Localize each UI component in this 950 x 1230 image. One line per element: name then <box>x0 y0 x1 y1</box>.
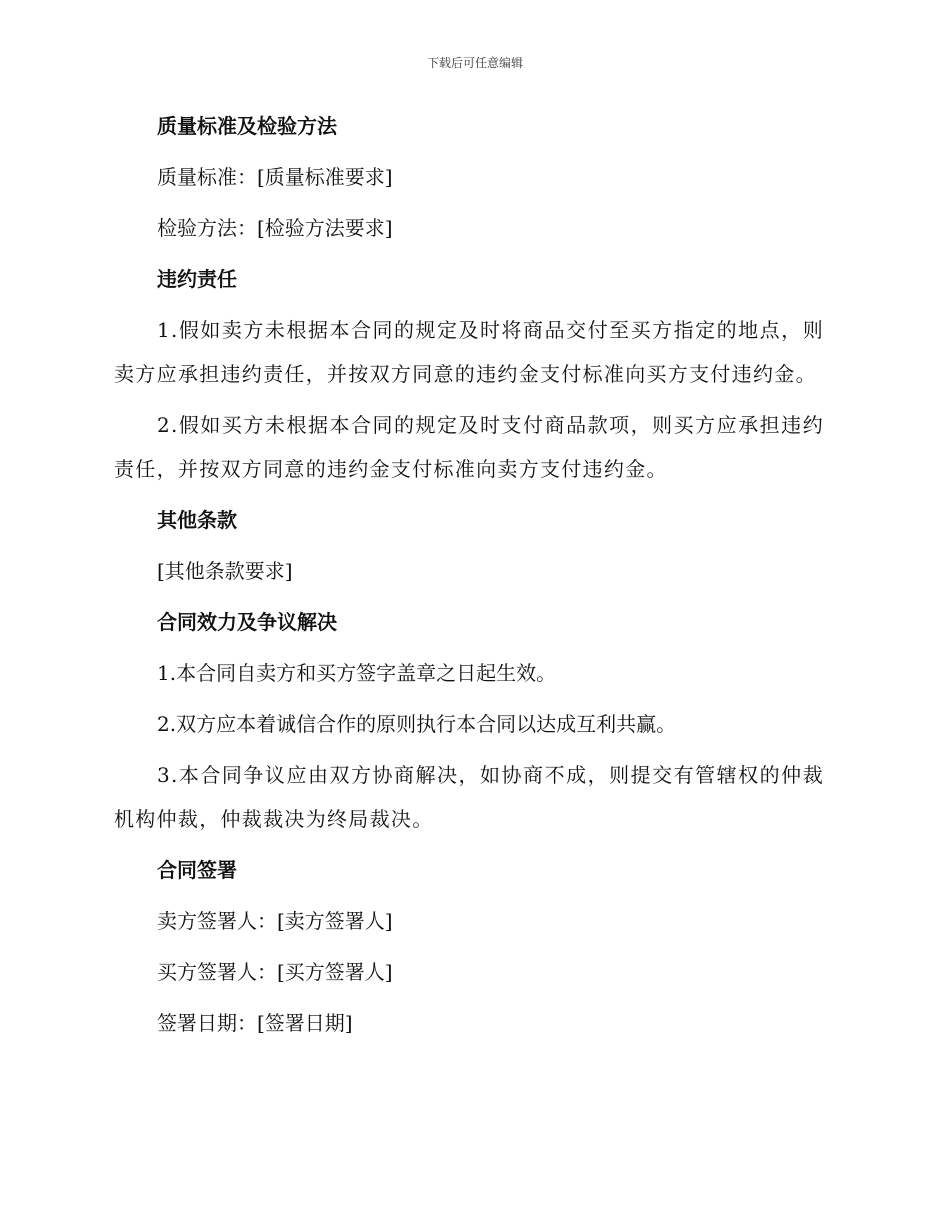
buyer-signatory-line: 买方签署人：[买方签署人] <box>157 960 393 984</box>
section-heading-signing: 合同签署 <box>157 858 237 882</box>
document-body <box>114 110 824 1058</box>
seller-signatory-line: 卖方签署人：[卖方签署人] <box>157 909 393 933</box>
effect-clause-3: 3.本合同争议应由双方协商解决，如协商不成，则提交有管辖权的仲裁机构仲裁，仲裁裁决为终局裁决。 <box>114 763 824 831</box>
section-heading-breach: 违约责任 <box>157 267 237 291</box>
breach-clause-1: 1.假如卖方未根据本合同的规定及时将商品交付至买方指定的地点，则卖方应承担违约责任，并按双方同意的违约金支付标准向买方支付违约金。 <box>114 318 824 386</box>
effect-clause-1: 1.本合同自卖方和买方签字盖章之日起生效。 <box>157 661 557 685</box>
header-note: 下载后可任意编辑 <box>426 56 523 70</box>
section-heading-quality: 质量标准及检验方法 <box>157 114 337 138</box>
breach-clause-2: 2.假如买方未根据本合同的规定及时支付商品款项，则买方应承担违约责任，并按双方同意的违约金支付标准向卖方支付违约金。 <box>114 413 824 481</box>
quality-standard-line: 质量标准：[质量标准要求] <box>157 165 393 189</box>
signing-date-line: 签署日期：[签署日期] <box>157 1011 353 1035</box>
inspection-method-line: 检验方法：[检验方法要求] <box>157 216 393 240</box>
section-heading-effect: 合同效力及争议解决 <box>157 610 337 634</box>
other-terms-line: [其他条款要求] <box>157 559 293 583</box>
effect-clause-2: 2.双方应本着诚信合作的原则执行本合同以达成互利共赢。 <box>157 712 677 736</box>
section-heading-other: 其他条款 <box>157 508 237 532</box>
